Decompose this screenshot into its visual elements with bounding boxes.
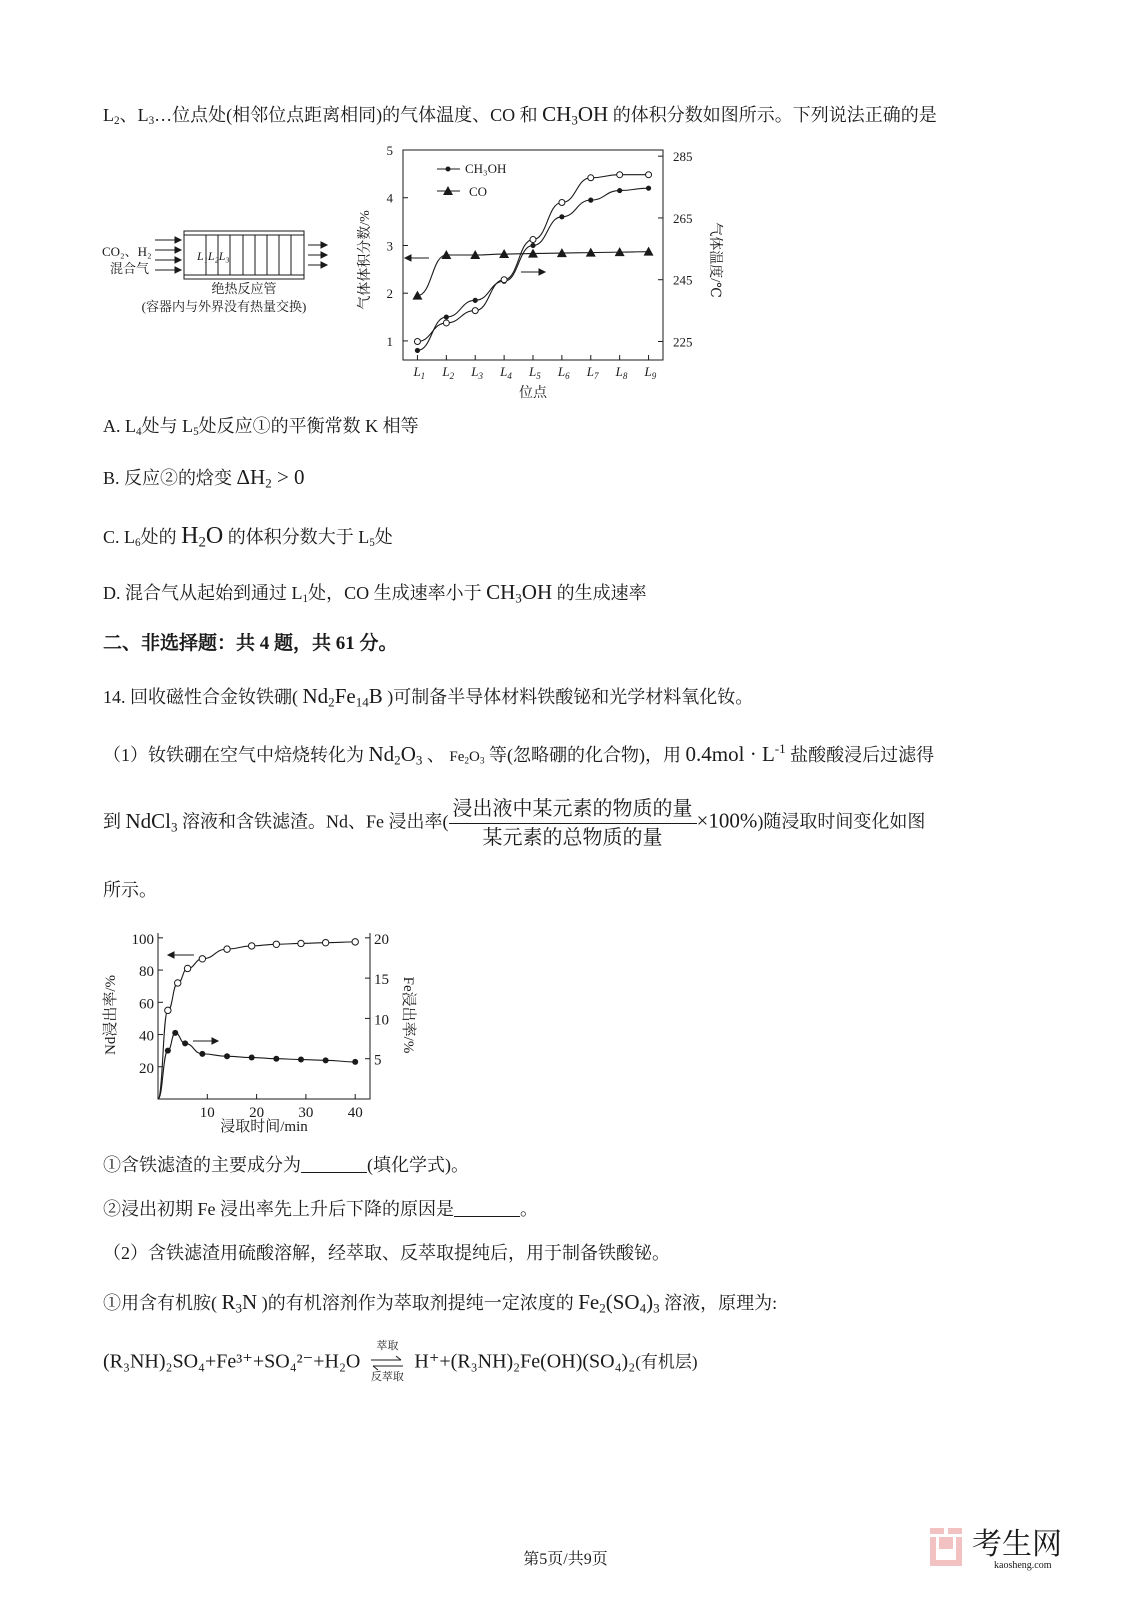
watermark-brand: 考生网: [972, 1528, 1062, 1561]
chart2-point-fe: [273, 1056, 279, 1062]
q14-part2: （2）含铁滤渣用硫酸溶解，经萃取、反萃取提纯后，用于制备铁酸铋。: [103, 1243, 670, 1263]
chart1-point-temperature: [559, 200, 565, 206]
page-footer: 第5页/共9页: [523, 1551, 608, 1568]
chart1-point-temperature: [414, 338, 420, 344]
chart1-point-ch3oh: [617, 188, 622, 193]
chart1-ytick-left-label: 4: [386, 190, 393, 206]
reactor-gas-label-2: 混合气: [110, 261, 150, 276]
chart1-point-temperature: [588, 175, 594, 181]
leaching-rate-fraction: $\frac{\text{浸出液中某元素的物质的量}}{\text{某元素的总物质的量}}$: [449, 797, 697, 850]
chart1-ytick-left-label: 2: [386, 286, 393, 302]
chart2-ytick-right-label: 5: [374, 1052, 382, 1069]
chart2-point-fe: [249, 1055, 255, 1061]
chart1-xtick-label: $L_1$: [413, 364, 426, 381]
chart1-xtick-label: $L_8$: [615, 364, 628, 381]
chart1-line-ch3oh: [417, 188, 648, 350]
option-c: C. $L_6$处的 $H_2O$ 的体积分数大于 $L_5$处: [103, 523, 393, 551]
chart1-point-temperature: [646, 172, 652, 178]
legend-ch3oh: CH₃OH: [465, 161, 507, 176]
watermark-logo: [928, 1522, 1118, 1572]
chart2-point-nd: [352, 939, 358, 945]
reactor-diagram: [100, 225, 340, 325]
chart-gas-fraction: [355, 140, 722, 405]
formula-ch3oh: $CH_3OH$: [542, 102, 609, 128]
chart2-ytick-left-label: 20: [139, 1060, 154, 1077]
chart2-ytick-left-label: 80: [139, 964, 154, 981]
q14-part1-line2: 到 NdCl$_3$ 溶液和含铁滤渣。Nd、Fe 浸出率( $\frac{\text{浸出液中某元素的物质的量}}{\text{某元素的总物质的量}}$ ×100%)随浸取时间变化如图: [103, 798, 926, 849]
chart1-point-ch3oh: [415, 348, 420, 353]
q14-part2-sub1: ①用含有机胺( $R_3N$ )的有机溶剂作为萃取剂提纯一定浓度的 $Fe_2(SO_4)_3$ 溶液，原理为:: [103, 1290, 778, 1316]
answer-blank-2[interactable]: [454, 1201, 520, 1217]
chart2-point-fe: [298, 1057, 304, 1063]
double-arrow-icon: [371, 1356, 403, 1370]
reactor-note: (容器内与外界没有热量交换): [141, 299, 307, 314]
chart2-point-nd: [224, 946, 230, 952]
chart2-point-nd: [199, 956, 205, 962]
chart2-point-fe: [224, 1053, 230, 1059]
q14-sub1: ①含铁滤渣的主要成分为 (填化学式)。: [103, 1155, 469, 1175]
chart1-point-temperature: [617, 172, 623, 178]
chart1-point-temperature: [530, 237, 536, 243]
intro-line: $L_2$、$L_3\dots$位点处(相邻位点距离相同)的气体温度、CO 和 $CH_3OH$ 的体积分数如图所示。下列说法正确的是: [103, 102, 937, 128]
chart1-xtick-label: $L_4$: [500, 364, 512, 381]
chart1-ytick-right-label: 245: [673, 272, 693, 288]
chart2-ytick-left-label: 60: [139, 996, 154, 1013]
chart2-xtick-label: 40: [347, 1105, 363, 1121]
chart1-ytick-left-label: 1: [386, 333, 393, 349]
reactor-label: 绝热反应管: [211, 281, 277, 296]
outlet-arrows: [308, 242, 327, 268]
chart1-legend: [437, 161, 506, 199]
chart2-ytick-left-label: 100: [131, 931, 154, 948]
chart1-xtick-label: $L_7$: [586, 364, 599, 381]
chart2-point-fe: [352, 1059, 358, 1065]
chart1-ytick-right-label: 225: [673, 334, 693, 350]
q14-part1-line3: 所示。: [103, 880, 157, 900]
reactor-gas-label: CO₂、H₂: [102, 244, 152, 259]
chart2-point-nd: [322, 939, 328, 945]
option-a: A. $L_4$处与 $L_5$处反应①的平衡常数 K 相等: [103, 416, 419, 438]
chart2-ytick-right-label: 10: [374, 1012, 389, 1029]
chart1-line-co: [417, 252, 648, 296]
inlet-arrows: [155, 237, 181, 273]
legend-ch3oh-marker: [446, 167, 451, 172]
chart1-ytick-right-label: 265: [673, 210, 693, 226]
watermark-mark-icon: [930, 1528, 962, 1566]
chart1-xtick-label: $L_3$: [471, 364, 483, 381]
chart1-ytick-left-label: 3: [386, 238, 393, 254]
chart2-xtick-label: 20: [249, 1105, 265, 1121]
reactor-points: L₁L₂L₃: [197, 249, 230, 263]
chart1-point-ch3oh: [588, 198, 593, 203]
chart2-point-nd: [165, 1007, 171, 1013]
chart2-ylabel-left: Nd浸出率/%: [103, 975, 119, 1055]
q14-sub2: ②浸出初期 Fe 浸出率先上升后下降的原因是 。: [103, 1199, 538, 1219]
chart2-ytick-left-label: 40: [139, 1028, 154, 1045]
chart1-point-temperature: [443, 320, 449, 326]
chart1-ytick-right-label: 285: [673, 149, 693, 165]
chart1-xtick-label: $L_5$: [529, 364, 541, 381]
chart2-frame: [158, 933, 370, 1099]
section-2-heading: 二、非选择题：共 4 题，共 61 分。: [103, 633, 398, 654]
chart1-point-ch3oh: [473, 298, 478, 303]
chart2-xtick-label: 30: [298, 1105, 314, 1121]
chart1-ylabel-right: 气体温度/℃: [707, 222, 722, 298]
equilibrium-arrow: 萃取 反萃取: [370, 1340, 404, 1383]
chart2-ytick-right-label: 15: [374, 972, 389, 989]
q14-stem: 14. 回收磁性合金钕铁硼( $Nd_2Fe_{14}B$ )可制备半导体材料铁酸铋和光学材料氧化钕。: [103, 684, 754, 710]
extraction-equation: (R₃NH)₂SO₄+Fe³⁺+SO₄²⁻+H₂O 萃取 反萃取 H⁺+(R₃NH)₂Fe(OH)(SO₄)₂(有机层): [103, 1340, 698, 1383]
chart2-point-fe: [199, 1051, 205, 1057]
chart2-point-nd: [248, 943, 254, 949]
chart-leaching-rate: [98, 920, 428, 1142]
chart1-xtick-label: $L_9$: [644, 364, 657, 381]
chart1-point-ch3oh: [444, 314, 449, 319]
chart2-point-fe: [165, 1048, 171, 1054]
q14-part1-line1: （1）钕铁硼在空气中焙烧转化为 $Nd_2O_3$ 、 $Fe_2O_3$ 等(忽略硼的化合物)，用 $0.4mol \cdot L^{-1}$ 盐酸酸浸后过滤得: [103, 741, 935, 768]
chart2-point-nd: [273, 941, 279, 947]
chart2-ytick-right-label: 20: [374, 931, 389, 948]
chart1-xtick-label: $L_2$: [442, 364, 455, 381]
chart2-xtick-label: 10: [199, 1105, 215, 1121]
chart1-point-ch3oh: [646, 186, 651, 191]
chart1-point-ch3oh: [530, 243, 535, 248]
chart1-ylabel-left: 气体体积分数/%: [358, 210, 373, 310]
option-d: D. 混合气从起始到通过 $L_1$处，CO 生成速率小于 $CH_3OH$ 的生成速率: [103, 580, 647, 606]
chart2-point-fe: [172, 1030, 178, 1036]
chart1-xtick-label: $L_6$: [557, 364, 570, 381]
chart2-ylabel-right: Fe浸出率/%: [400, 976, 416, 1054]
chart1-ytick-left-label: 5: [386, 143, 393, 158]
chart2-point-nd: [184, 965, 190, 971]
chart1-point-ch3oh: [559, 214, 564, 219]
chart2-point-nd: [175, 980, 181, 986]
chart1-xlabel: 位点: [519, 386, 547, 401]
chart1-point-temperature: [501, 277, 507, 283]
chart2-xlabel: 浸取时间/min: [220, 1119, 308, 1135]
chart1-point-temperature: [472, 308, 478, 314]
watermark-domain: kaosheng.com: [994, 1560, 1052, 1571]
option-b: B. 反应②的焓变 $\Delta H_2 > 0$: [103, 465, 305, 491]
chart2-point-fe: [182, 1040, 188, 1046]
legend-co: CO: [469, 184, 488, 199]
answer-blank-1[interactable]: [301, 1157, 367, 1173]
chart2-point-nd: [298, 940, 304, 946]
chart2-point-fe: [323, 1057, 329, 1063]
